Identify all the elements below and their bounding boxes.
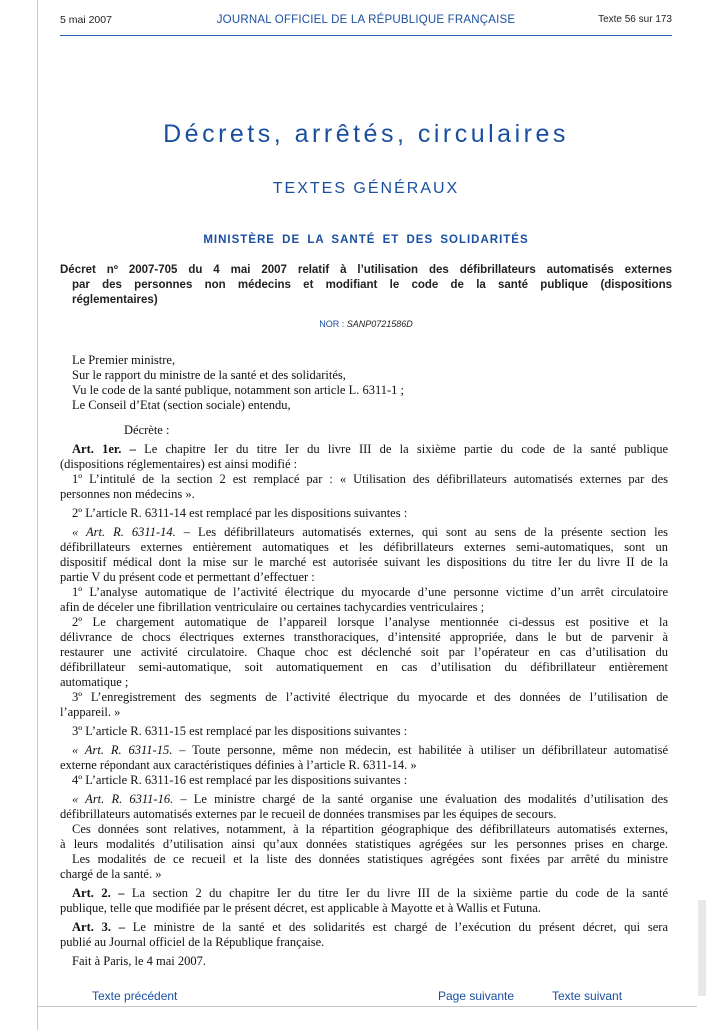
- article-r6311-15: « Art. R. 6311-15. – Toute personne, même non médecin, est habilitée à utiliser un défibrillateur automatisé externe répondant aux caractéristiques définies à l’article R. 6311-14. »: [60, 743, 668, 772]
- header-journal-title: JOURNAL OFFICIEL DE LA RÉPUBLIQUE FRANÇAISE: [216, 14, 516, 26]
- article-2: Art. 2. – La section 2 du chapitre Ier du titre Ier du livre III de la sixième partie du code de la santé publique, telle que modifiée par le présent décret, est applicable à Mayotte et à Wallis et Futuna.: [60, 886, 668, 915]
- decree-body: [60, 353, 668, 969]
- article-r6311-16-data: Ces données sont relatives, notamment, à la répartition géographique des défibrillateurs automatisés externes, à leurs modalités d’utilisation ainsi qu’aux données statistiques agrégées sur les personnes prises en charge.: [60, 822, 668, 851]
- decree-title: [60, 263, 672, 308]
- paragraph-3: 3º L’article R. 6311-15 est remplacé par les dispositions suivantes :: [72, 724, 408, 738]
- header-date: 5 mai 2007: [60, 14, 112, 26]
- article-r6311-14-item-3: 3º L’enregistrement des segments de l’activité électrique du myocarde et des données de l’utilisation de l’appareil. »: [60, 690, 668, 719]
- signature: Fait à Paris, le 4 mai 2007.: [72, 954, 207, 968]
- decree-title-line: réglementaires): [72, 294, 158, 306]
- article-ref: « Art. R. 6311-16.: [72, 792, 174, 806]
- scroll-indicator: [698, 900, 706, 996]
- footer-divider: [37, 1006, 697, 1007]
- ministry-name: MINISTÈRE DE LA SANTÉ ET DES SOLIDARITÉS: [203, 234, 529, 246]
- preamble-line: Le Conseil d’Etat (section sociale) entendu,: [72, 398, 291, 412]
- article-1: [60, 442, 668, 472]
- paragraph-1: 1º L’intitulé de la section 2 est remplacé par : « Utilisation des défibrillateurs automatisés externes par des personnes non médecins ».: [60, 472, 668, 501]
- previous-text-link[interactable]: Texte précédent: [92, 989, 178, 1003]
- article-1-text: (dispositions réglementaires) est ainsi modifié :: [60, 457, 298, 471]
- subsection-title: TEXTES GÉNÉRAUX: [272, 180, 460, 197]
- paragraph-4: 4º L’article R. 6311-16 est remplacé par les dispositions suivantes :: [72, 773, 408, 787]
- article-ref: « Art. R. 6311-14.: [72, 525, 176, 539]
- decrete: Décrète :: [124, 423, 170, 437]
- next-text-link[interactable]: Texte suivant: [552, 989, 623, 1003]
- article-r6311-16: « Art. R. 6311-16. – Le ministre chargé de la santé organise une évaluation des modalités d’utilisation des défibrillateurs automatisés externes par le recueil de données transmises par les équipes de secours.: [60, 792, 668, 821]
- article-3: Art. 3. – Le ministre de la santé et des solidarités est chargé de l’exécution du présent décret, qui sera publié au Journal officiel de la République française.: [60, 920, 668, 949]
- preamble: [60, 353, 668, 413]
- article-r6311-14-item-2: 2º Le chargement automatique de l’appareil lorsque l’analyse mentionnée ci-dessus est positive et la délivrance de chocs électriques externes transthoraciques, d’intensité appropriée, dans le but de parvenir à restaurer une activité circulatoire. Chaque choc est déclenché soit par l’opérateur en cas d’utilisation du défibrillateur semi-automatique, soit automatiquement en cas d’utilisation du défibrillateur entièrement automatique ;: [60, 615, 668, 689]
- article-r6311-14-item-1: 1º L’analyse automatique de l’activité électrique du myocarde d’une personne victime d’un arrêt circulatoire afin de déceler une fibrillation ventriculaire ou certaines tachycardies ventriculaires ;: [60, 585, 668, 614]
- page-header: [60, 14, 672, 30]
- article-r6311-16-modalities: Les modalités de ce recueil et la liste des données statistiques agrégées sont fixées par arrêté du ministre chargé de la santé. »: [60, 852, 668, 881]
- footer-nav: [60, 989, 672, 1007]
- decree-title-line: par des personnes non médecins et modifiant le code de la santé publique (dispositions: [72, 279, 672, 291]
- next-page-link[interactable]: Page suivante: [438, 989, 515, 1003]
- paragraph-2: 2º L’article R. 6311-14 est remplacé par les dispositions suivantes :: [72, 506, 408, 520]
- header-divider: [60, 35, 672, 36]
- preamble-line: Vu le code de la santé publique, notamment son article L. 6311-1 ;: [72, 383, 405, 397]
- decree-title-line: Décret nº 2007-705 du 4 mai 2007 relatif à l’utilisation des défibrillateurs automatisés externes: [60, 264, 672, 276]
- article-2-label: Art. 2. –: [72, 886, 125, 900]
- article-1-label: Art. 1er. –: [72, 442, 136, 456]
- article-r6311-14: « Art. R. 6311-14. – Les défibrillateurs automatisés externes, qui sont au sens de la présente section les défibrillateurs externes entièrement automatiques et les défibrillateurs externes semi-automatiques, sont un dispositif médical dont la mise sur le marché est autorisée suivant les dispositions du titre Ier du livre II de la partie V du présent code et permettant d’effectuer :: [60, 525, 668, 584]
- article-1-text: Le chapitre Ier du titre Ier du livre III de la sixième partie du code de la santé publique: [144, 442, 668, 456]
- nor-reference: [60, 319, 672, 329]
- article-ref: « Art. R. 6311-15.: [72, 743, 173, 757]
- left-margin-rule: [37, 0, 38, 1030]
- preamble-line: Sur le rapport du ministre de la santé et des solidarités,: [72, 368, 346, 382]
- preamble-line: Le Premier ministre,: [72, 353, 176, 367]
- nor-label: NOR :: [319, 319, 345, 329]
- header-text-counter: Texte 56 sur 173: [598, 14, 672, 25]
- section-title: Décrets, arrêtés, circulaires: [163, 120, 569, 148]
- nor-code: SANP0721586D: [346, 319, 413, 329]
- article-3-label: Art. 3. –: [72, 920, 126, 934]
